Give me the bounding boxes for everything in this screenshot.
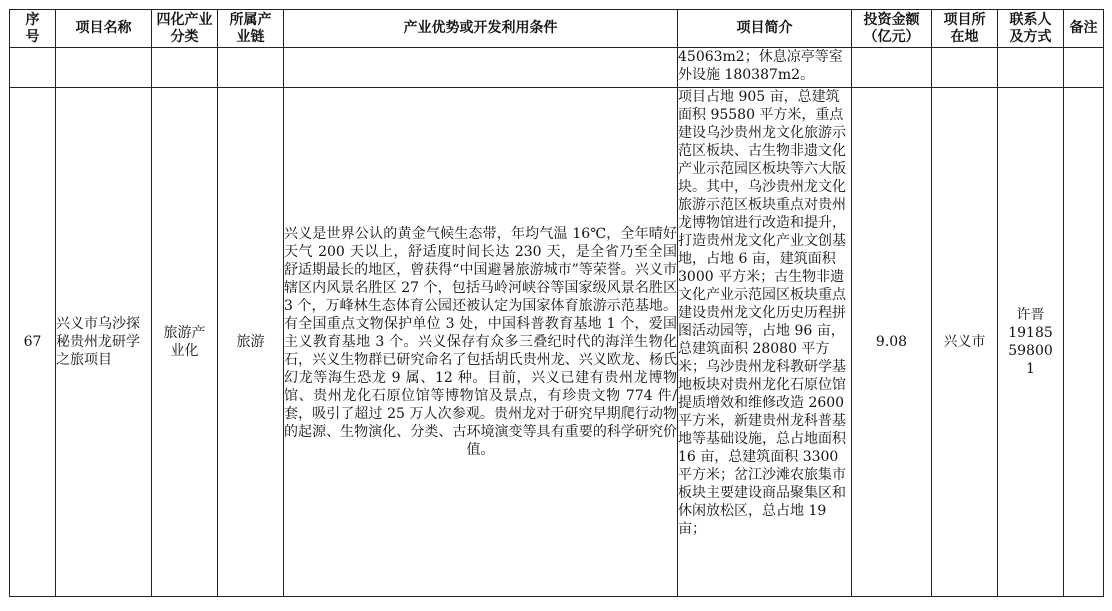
row-contact <box>998 88 1064 597</box>
header-name: 项目名称 <box>56 10 152 48</box>
contact-name: 许晋 <box>1016 307 1045 323</box>
row-intro-clip <box>678 88 851 595</box>
row-seq: 67 <box>10 88 56 597</box>
table-row <box>10 88 1104 597</box>
header-seq: 序号 <box>10 10 56 48</box>
header-chain: 所属产业链 <box>218 10 284 48</box>
row-advantage: 兴义是世界公认的黄金气候生态带，年均气温 16℃，全年晴好天气 200 天以上，舒适度时间长达 230 天，是全省乃至全国舒适期最长的地区，曾获得“中国避暑旅游城市”等荣誉。兴义市辖区内风景名胜区 27 个，包括马岭河峡谷等国家级风景名胜区 3 个，万峰林生态体育公园还被认定为国家体育旅游示范基地。有全国重点文物保护单位 3 处，中国科普教育基地 1 个，爱国主义教育基地 3 个。兴义保存有众多三叠纪时代的海洋生物化石，兴义生物群已研究命名了包括胡氏贵州龙、兴义欧龙、杨氏幻龙等海生恐龙 9 属、12 种。目前，兴义已建有贵州龙博物馆、贵州龙化石原位馆等博物馆及景点，有珍贵文物 774 件/套，吸引了超过 25 万人次参观。贵州龙对于研究早期爬行动物的起源、生物演化、分类、古环境演变等具有重要的科学研究价值。 <box>284 226 677 458</box>
header-remarks: 备注 <box>1064 10 1104 48</box>
row-location: 兴义市 <box>932 88 998 597</box>
header-location: 项目所在地 <box>932 10 998 48</box>
table-row-previous <box>10 48 1104 88</box>
row-intro: 项目占地 905 亩，总建筑面积 95580 平方米，重点建设乌沙贵州龙文化旅游示范区板块、古生物非遗文化产业示范园区板块等六大版块。其中，乌沙贵州龙文化旅游示范区板块重点对贵州龙博物馆进行改造和提升，打造贵州龙文化产业文创基地，占地 6 亩，建筑面积 3000 平方米；古生物非遗文化产业示范园区板块重点建设贵州龙文化历史历程拼图活动园等，占地 96 亩，总建筑面积 28080 平方米；乌沙贵州龙科教研学基地板块对贵州龙化石原位馆提质增效和维修改造 2600 平方米，新建贵州龙科普基地等基础设施，总占地面积 16 亩，总建筑面积 3300 平方米；岔江沙滩农旅集市板块主要建设商品聚集区和休闲放松区，总占地 19 亩； <box>678 89 846 537</box>
contact-phone: 19185598001 <box>1008 325 1053 377</box>
header-advantage: 产业优势或开发利用条件 <box>284 10 678 48</box>
project-table <box>9 9 1104 597</box>
header-investment: 投资金额（亿元） <box>852 10 932 48</box>
row-chain: 旅游 <box>218 88 284 597</box>
header-row <box>10 10 1104 48</box>
previous-intro: 45063m2；休息凉亭等室外设施 180387m2。 <box>678 48 852 88</box>
header-contact: 联系人及方式 <box>998 10 1064 48</box>
row-name: 兴义市乌沙探秘贵州龙研学之旅项目 <box>56 88 152 597</box>
row-remarks <box>1064 88 1104 597</box>
row-category: 旅游产业化 <box>152 88 218 597</box>
header-category: 四化产业分类 <box>152 10 218 48</box>
header-intro: 项目简介 <box>678 10 852 48</box>
row-investment: 9.08 <box>852 88 932 597</box>
